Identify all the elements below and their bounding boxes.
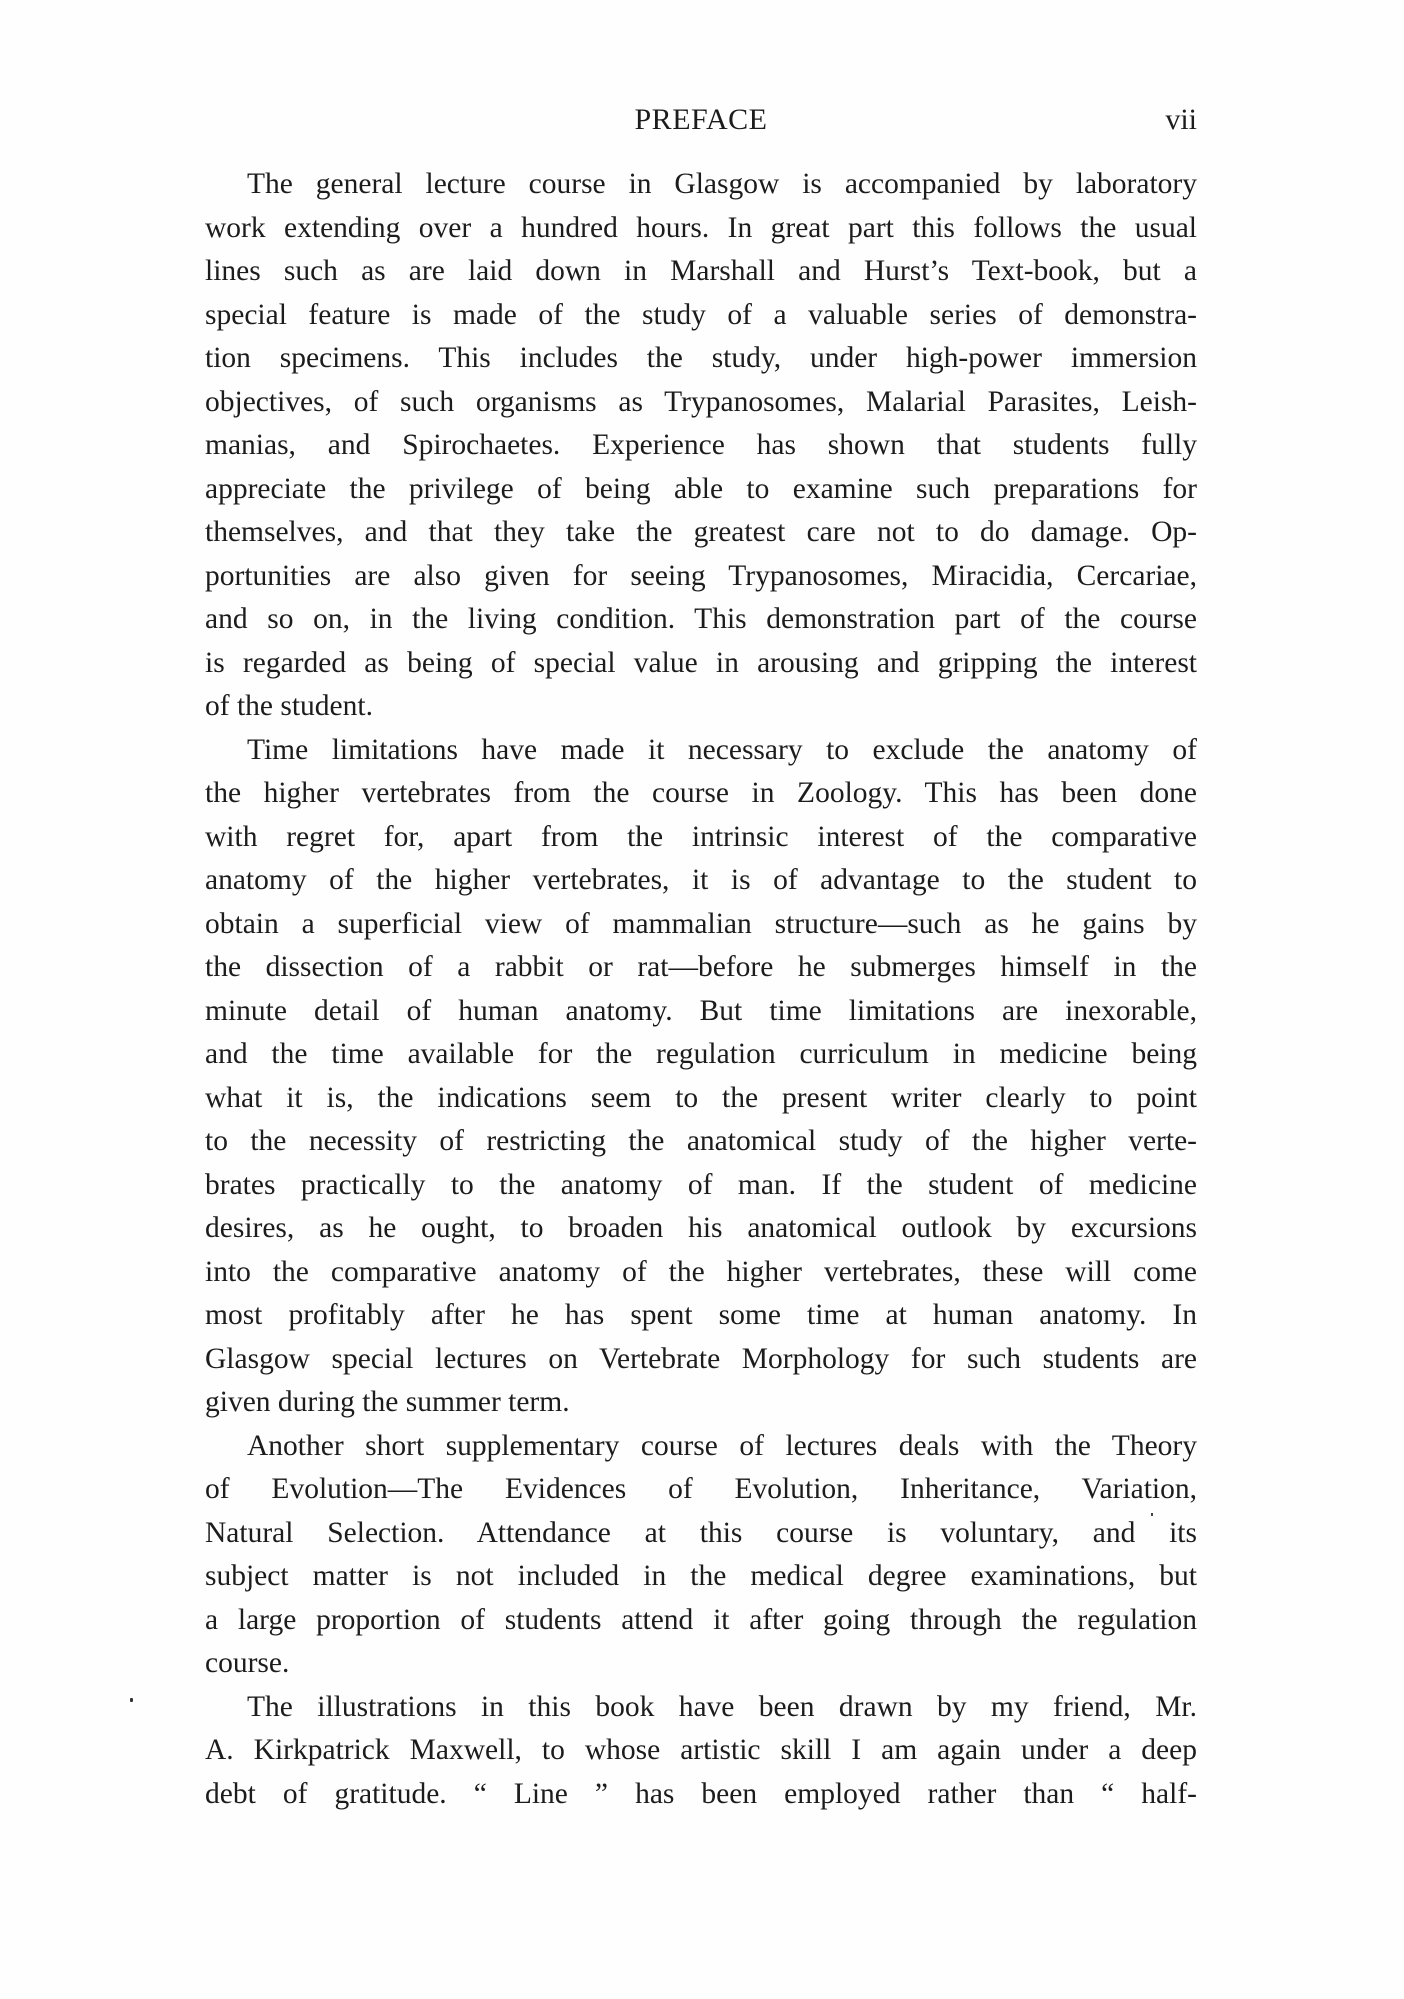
text-line: special feature is made of the study of a valuable series of demonstra- bbox=[205, 298, 1197, 331]
text-line: is regarded as being of special value in arousing and gripping the interest bbox=[205, 646, 1197, 679]
text-line: tion specimens. This includes the study, under high-power immersion bbox=[205, 342, 1197, 374]
text-line: brates practically to the anatomy of man. If the student of medicine bbox=[205, 1168, 1197, 1201]
paragraph-theory-of-evolution bbox=[205, 1425, 1197, 1686]
text-line: Another short supplementary course of lectures deals with the Theory bbox=[247, 1429, 1197, 1462]
text-line: appreciate the privilege of being able to examine such preparations for bbox=[205, 472, 1197, 505]
text-line: debt of gratitude. “ Line ” has been employed rather than “ half- bbox=[205, 1777, 1197, 1810]
text-line: to the necessity of restricting the anatomical study of the higher verte- bbox=[205, 1125, 1197, 1157]
preface-body bbox=[205, 163, 1197, 1816]
text-line: given during the summer term. bbox=[205, 1386, 570, 1418]
text-line: themselves, and that they take the greatest care not to do damage. Op- bbox=[205, 516, 1197, 548]
text-line: a large proportion of students attend it after going through the regulation bbox=[205, 1603, 1197, 1636]
text-line: The illustrations in this book have been drawn by my friend, Mr. bbox=[247, 1690, 1197, 1723]
text-line: with regret for, apart from the intrinsic interest of the comparative bbox=[205, 820, 1197, 853]
text-line: obtain a superficial view of mammalian structure—such as he gains by bbox=[205, 907, 1197, 940]
text-line: and the time available for the regulation curriculum in medicine being bbox=[205, 1038, 1197, 1070]
text-line: course. bbox=[205, 1647, 290, 1679]
paragraph-time-limitations bbox=[205, 729, 1197, 1425]
text-line: manias, and Spirochaetes. Experience has shown that students fully bbox=[205, 429, 1197, 461]
text-line: subject matter is not included in the medical degree examinations, but bbox=[205, 1560, 1197, 1592]
text-line: objectives, of such organisms as Trypanosomes, Malarial Parasites, Leish- bbox=[205, 385, 1197, 418]
text-line: desires, as he ought, to broaden his anatomical outlook by excursions bbox=[205, 1212, 1197, 1244]
text-line: of Evolution—The Evidences of Evolution, Inheritance, Variation, bbox=[205, 1473, 1197, 1505]
text-line: into the comparative anatomy of the higher vertebrates, these will come bbox=[205, 1255, 1197, 1288]
text-line: The general lecture course in Glasgow is accompanied by laboratory bbox=[247, 168, 1197, 200]
scan-speck-margin bbox=[130, 1698, 133, 1702]
text-line: minute detail of human anatomy. But time limitations are inexorable, bbox=[205, 994, 1197, 1027]
page-title: PREFACE bbox=[634, 103, 768, 136]
text-line: A. Kirkpatrick Maxwell, to whose artistic skill I am again under a deep bbox=[205, 1734, 1197, 1766]
text-line: lines such as are laid down in Marshall and Hurst’s Text-book, but a bbox=[205, 255, 1197, 287]
text-line: of the student. bbox=[205, 690, 373, 722]
text-line: anatomy of the higher vertebrates, it is of advantage to the student to bbox=[205, 864, 1197, 896]
text-line: and so on, in the living condition. This demonstration part of the course bbox=[205, 603, 1197, 635]
text-line: Glasgow special lectures on Vertebrate Morphology for such students are bbox=[205, 1342, 1197, 1375]
paragraph-illustrations bbox=[205, 1686, 1197, 1817]
running-head bbox=[205, 100, 1197, 140]
text-line: portunities are also given for seeing Trypanosomes, Miracidia, Cercariae, bbox=[205, 559, 1197, 592]
scan-speck-inline bbox=[1151, 1513, 1153, 1516]
text-line: Natural Selection. Attendance at this course is voluntary, and its bbox=[205, 1516, 1197, 1549]
text-line: work extending over a hundred hours. In great part this follows the usual bbox=[205, 211, 1197, 244]
text-line: most profitably after he has spent some time at human anatomy. In bbox=[205, 1299, 1197, 1331]
paragraph-laboratory-work bbox=[205, 163, 1197, 729]
text-line: the dissection of a rabbit or rat—before he submerges himself in the bbox=[205, 951, 1197, 983]
text-line: the higher vertebrates from the course in Zoology. This has been done bbox=[205, 777, 1197, 809]
text-line: what it is, the indications seem to the present writer clearly to point bbox=[205, 1081, 1197, 1114]
page-number: vii bbox=[1165, 103, 1197, 136]
text-line: Time limitations have made it necessary to exclude the anatomy of bbox=[247, 733, 1197, 766]
